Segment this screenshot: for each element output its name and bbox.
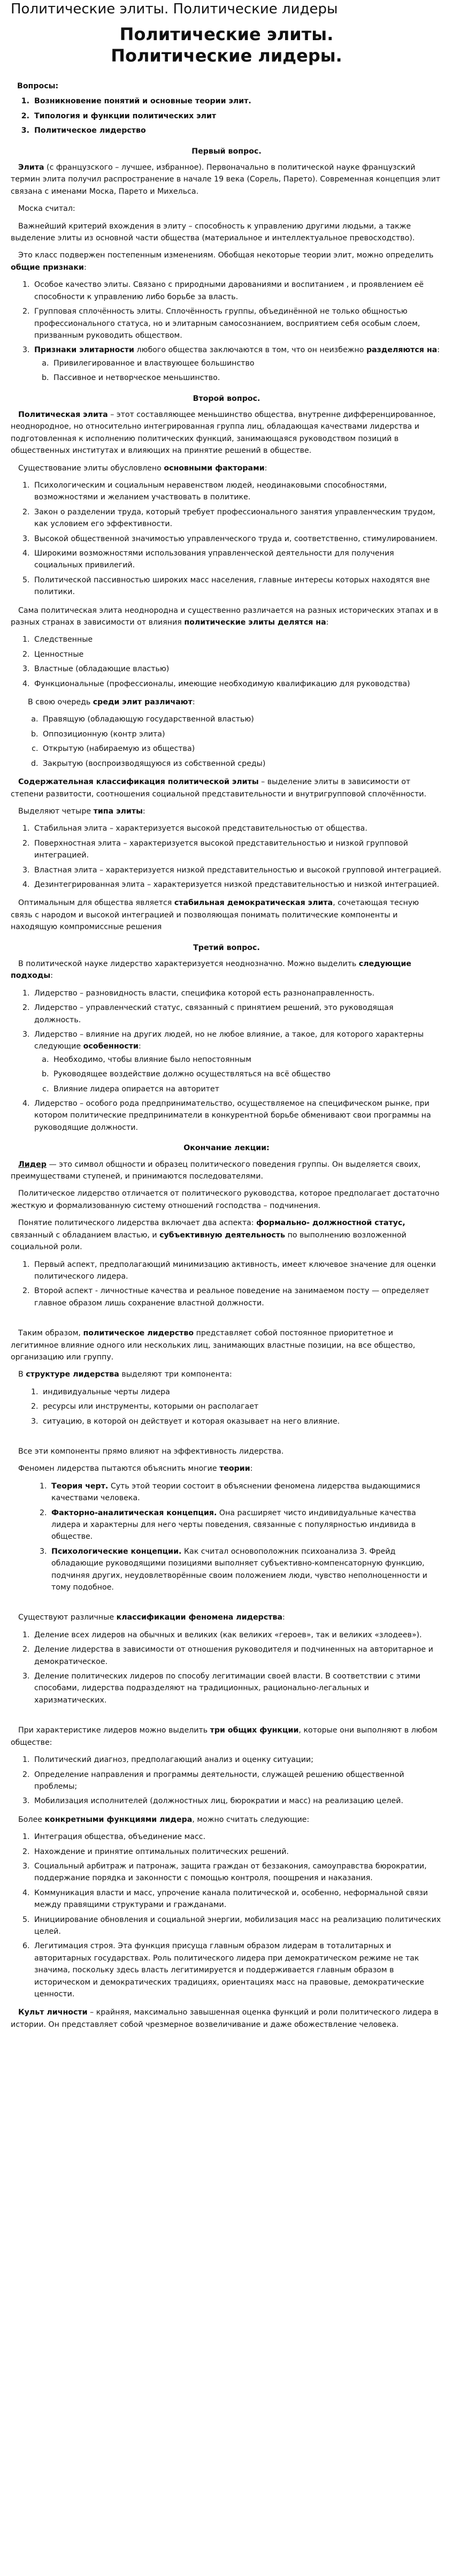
paragraph-text: В свою очередь: [28, 698, 93, 707]
sub-list-item: b. Руководящее воздействие должно осуществляться на всё общество: [51, 1068, 442, 1080]
paragraph-text: , можно считать следующие:: [192, 1815, 310, 1824]
list-item: 4. Дезинтегрированная элита – характеризуется низкой представительностью и низкой интеграцией.: [32, 879, 442, 891]
term: типа элиты: [93, 807, 143, 816]
paragraph: [11, 409, 442, 457]
list-item: 2. Деление лидерства в зависимости от отношения руководителя и подчиненных на авторитарное и демократическое.: [32, 1644, 442, 1668]
term: основными факторами: [164, 463, 265, 473]
spacer: [11, 1316, 442, 1327]
paragraph-text: Оптимальным для общества является: [18, 899, 174, 908]
main-title: Политические элиты. Политические лидеры.: [111, 24, 342, 66]
paragraph-text: – этот составляющее меньшинство общества, внутренне дифференцированное, неоднородное, но относительно интегрированная группа лиц, обладающая качествами лидерства и подготовленная к исполнению политических функций, занимающаяся руководством позиций в общественных институтах и влияющих на принятие решений в обществе.: [11, 410, 436, 455]
paragraph-text: При характеристике лидеров можно выделить: [18, 1726, 210, 1735]
paragraph: [11, 1463, 442, 1475]
paragraph-text: выделяют три компонента:: [119, 1370, 232, 1379]
question-item: 2. Типология и функции политических элит: [32, 110, 442, 122]
paragraph-text: Выделяют четыре: [18, 807, 94, 816]
list-item: 4. Широкими возможностями использования управленческой деятельности для получения социальных привилегий.: [32, 548, 442, 572]
term: разделяются на: [366, 346, 437, 355]
list-item: [49, 1507, 442, 1543]
features-list: [11, 279, 442, 384]
paragraph: [11, 806, 442, 817]
paragraph-text: :: [250, 1464, 253, 1473]
list-item: 1. Лидерство – разновидность власти, специфика которой есть разнонаправленность.: [32, 987, 442, 999]
question-item: 3. Политическое лидерство: [32, 125, 442, 136]
sub-list-item: a. Привилегированное и властвующее большинство: [51, 358, 442, 369]
paragraph-text: , сочетающая тесную связь с народом и высокой интеграцией и позволяющая понимать политические компоненты и находящую компромиссные решения: [11, 899, 419, 932]
document-header-title: Политические элиты. Политические лидеры: [11, 1, 338, 17]
paragraph: [11, 1217, 442, 1253]
general-functions-list: [11, 1754, 442, 1807]
paragraph-text: :: [282, 1613, 285, 1622]
paragraph: [11, 1612, 442, 1623]
paragraph-text: :: [50, 971, 53, 981]
elite-types-list: [11, 634, 442, 690]
sub-list-item: c. Влияние лидера опирается на авторитет: [51, 1083, 442, 1095]
list-item: [32, 1029, 442, 1095]
paragraph-text: — это символ общности и образец политического поведения группы. Он выделяется своих, преимуществами ступеней, и принимаются последователями.: [11, 1160, 421, 1181]
list-item: [32, 344, 442, 384]
list-item: 2. ресурсы или инструменты, которыми он располагает: [41, 1401, 442, 1412]
list-item: d. Закрытую (воспроизводящуюся из собственной среды): [41, 758, 442, 770]
term: политическое лидерство: [83, 1329, 194, 1338]
paragraph: [11, 1814, 442, 1826]
end-of-lecture-heading: Окончание лекции:: [183, 1144, 270, 1153]
elite-distinctions-list: [11, 713, 442, 770]
term: конкретными функциями лидера: [44, 1815, 193, 1824]
questions-heading: Вопросы:: [17, 82, 59, 90]
paragraph: [11, 162, 442, 197]
paragraph: Важнейший критерий вхождения в элиту – способность к управлению другими людьми, а также выделение элиты из основной части общества (материальное и интеллектуальное превосходство).: [11, 222, 415, 243]
paragraph: Политическое лидерство отличается от политического руководства, которое предполагает достаточно жесткую и формализованную систему отношений господства – подчинения.: [11, 1189, 440, 1210]
factors-list: [11, 480, 442, 598]
paragraph: [11, 897, 442, 933]
section-heading-q3: Третий вопрос.: [193, 943, 260, 952]
approaches-list: [11, 987, 442, 1134]
term: Теория черт.: [51, 1481, 109, 1491]
aspects-list: [11, 1259, 442, 1310]
question-item: 1. Возникновение понятий и основные теории элит.: [32, 95, 442, 107]
list-item: 3. Властные (обладающие властью): [32, 663, 442, 675]
list-item: 6. Легитимация строя. Эта функция присуща главным образом лидерам в тоталитарных и авторитарных государствах. Роль политического лидера при демократическом режиме не так значима, поскольку здесь власть легитимируется и поддерживается главным образом в историческом и демократических традициях, ориентациях масс на правовые, демократические ценности.: [32, 1940, 442, 2000]
term: стабильная демократическая элита: [174, 899, 333, 908]
paragraph: [11, 776, 442, 800]
structure-list: [11, 1386, 442, 1427]
paragraph: Все эти компоненты прямо влияют на эффективность лидерства.: [18, 1447, 284, 1456]
paragraph-text: Таким образом,: [18, 1329, 83, 1338]
paragraph-text: представляет собой постоянное приоритетное и легитимное влияние одного или нескольких лиц, занимающих властные позиции, на все общество, организацию или группу.: [11, 1329, 416, 1362]
paragraph-text: Существование элиты обусловлено: [18, 463, 164, 473]
list-item: 1. индивидуальные черты лидера: [41, 1386, 442, 1398]
term: Содержательная классификация политической элиты: [18, 778, 259, 787]
paragraph-text: :: [83, 263, 87, 272]
paragraph-text: :: [192, 698, 195, 707]
spacer: [11, 1713, 442, 1724]
paragraph: [11, 696, 442, 708]
term: Психологические концепции.: [51, 1547, 182, 1556]
sub-list: [34, 1054, 442, 1095]
sub-list: [34, 358, 442, 384]
classifications-list: [11, 1629, 442, 1706]
paragraph-text: :: [437, 346, 440, 355]
paragraph-text: Как считал основоположник психоанализа З. Фрейд обладающие руководящими позициями выполняет субъективно-компенсаторную функцию, подчиняя других, неудовлетворённые своим положением люди, чувство неполноценности и тому подобное.: [51, 1547, 427, 1592]
paragraph: [11, 1369, 442, 1380]
paragraph-text: любого общества заключаются в том, что он неизбежно: [134, 346, 366, 355]
term: Признаки элитарности: [34, 346, 134, 355]
paragraph-text: Лидерство – влияние на других людей, но не любое влияние, а такое, для которого характерны следующие: [34, 1030, 424, 1051]
paragraph-text: :: [326, 618, 329, 627]
list-item: 2. Нахождение и принятие оптимальных политических решений.: [32, 1846, 442, 1858]
term: среди элит различают: [93, 698, 193, 707]
paragraph: [11, 1327, 442, 1363]
paragraph: [11, 249, 442, 273]
list-item: 1. Политический диагноз, предполагающий анализ и оценку ситуации;: [32, 1754, 442, 1766]
paragraph-text: Феномен лидерства пытаются объяснить многие: [18, 1464, 220, 1473]
paragraph-text: по выполнению возложенной социальной роли.: [11, 1230, 406, 1252]
term: структуре лидерства: [26, 1370, 119, 1379]
list-item: 5. Политической пассивностью широких масс населения, главные интересы которых находятся вне политики.: [32, 574, 442, 598]
specific-functions-list: [11, 1831, 442, 2000]
list-item: 5. Инициирование обновления и социальной энергии, мобилизация масс на реализацию политических целей.: [32, 1914, 442, 1938]
theories-list: [11, 1480, 442, 1594]
term: Культ личности: [18, 2008, 88, 2017]
paragraph-text: Существуют различные: [18, 1613, 117, 1622]
paragraph-text: , которые они выполняют в любом обществе:: [11, 1726, 437, 1747]
paragraph-text: – выделение элиты в зависимости от степени развитости, соотношения социальной представительности и внутригрупповой сплочённости.: [11, 778, 427, 799]
list-item: 3. Социальный арбитраж и патронаж, защита граждан от беззакония, самоуправства бюрократии, поддержание порядка и законности с помощью контроля, поощрения и наказания.: [32, 1860, 442, 1884]
list-item: 1. Деление всех лидеров на обычных и великих (как великих «героев», так и великих «злодеев»).: [32, 1629, 442, 1641]
section-heading-q2: Второй вопрос.: [193, 394, 260, 403]
term: Политическая элита: [18, 410, 108, 419]
term: формально- должностной статус,: [256, 1219, 405, 1228]
questions-list: [11, 95, 442, 136]
paragraph: Моска считал:: [18, 204, 75, 214]
list-item: 3. Деление политических лидеров по способу легитимации своей власти. В соответствии с этими способами, лидерства подразделяют на традиционных, рационально-легальных и харизматических.: [32, 1670, 442, 1706]
paragraph-text: В политической науке лидерство характеризуется неоднозначно. Можно выделить: [18, 959, 359, 968]
paragraph-text: :: [138, 1042, 141, 1051]
sub-list-item: b. Пассивное и нетворческое меньшинство.: [51, 372, 442, 384]
paragraph: [11, 958, 442, 982]
paragraph-text: Сама политическая элита неоднородна и существенно различается на разных исторических этапах и в разных странах в зависимости от влияния: [11, 606, 439, 627]
paragraph-text: Это класс подвержен постепенным изменениям. Обобщая некоторые теории элит, можно определить: [18, 251, 434, 260]
list-item: 2. Поверхностная элита – характеризуется высокой представительностью и низкой групповой интеграцией.: [32, 838, 442, 862]
paragraph-text: Более: [18, 1815, 45, 1824]
list-item: 2. Закон о разделении труда, который требует профессионального занятия управленческим трудом, как условием его эффективности.: [32, 506, 442, 530]
term: субъективную деятельность: [159, 1230, 286, 1240]
list-item: 1. Стабильная элита – характеризуется высокой представительностью от общества.: [32, 823, 442, 834]
term: следующие подходы: [11, 959, 412, 981]
paragraph-text: В: [18, 1370, 26, 1379]
list-item: 1. Психологическим и социальным неравенством людей, неодинаковыми способностями, возможностями и желанием участвовать в политике.: [32, 480, 442, 504]
paragraph-text: Суть этой теории состоит в объяснении феномена лидерства выдающимися качествами человека.: [51, 1481, 420, 1503]
term: Элита: [18, 163, 44, 172]
paragraph-text: – крайняя, максимально завышенная оценка функций и роли политического лидера в истории. Он представляет собой чрезмерное возвеличивание и даже обожествление человека.: [11, 2008, 439, 2029]
list-item: 3. ситуацию, в которой он действует и которая оказывает на него влияние.: [41, 1416, 442, 1427]
list-item: 2. Лидерство – управленческий статус, связанный с принятием решений, это руководящая должность.: [32, 1002, 442, 1026]
term: классификации феномена лидерства: [116, 1613, 283, 1622]
paragraph: [11, 605, 442, 629]
paragraph: [11, 462, 442, 474]
term: особенности: [83, 1042, 139, 1051]
list-item: 2. Ценностные: [32, 649, 442, 660]
sub-list-item: a. Необходимо, чтобы влияние было непостоянным: [51, 1054, 442, 1066]
paragraph: [11, 1159, 442, 1183]
list-item: 3. Мобилизация исполнителей (должностных лиц, бюрократии и масс) на реализацию целей.: [32, 1795, 442, 1807]
paragraph-text: Она расширяет чисто индивидуальные качества лидера и характерны для него черты поведения, связанные с популярностью индивида в обществе.: [51, 1508, 416, 1541]
list-item: 1. Следственные: [32, 634, 442, 645]
list-item: 2. Групповая сплочённость элиты. Сплочённость группы, объединённой не только общностью профессионального статуса, но и элитарным самосознанием, восприятием себя особым слоем, призванным руководить обществом.: [32, 306, 442, 341]
list-item: 4. Функциональные (профессионалы, имеющие необходимую квалификацию для руководства): [32, 678, 442, 690]
list-item: 3. Высокой общественной значимостью управленческого труда и, соответственно, стимулированием.: [32, 533, 442, 545]
list-item: b. Оппозиционную (контр элита): [41, 728, 442, 740]
term: политические элиты делятся на: [184, 618, 326, 627]
list-item: [49, 1546, 442, 1594]
list-item: 2. Второй аспект - личностные качества и реальное поведение на занимаемом посту — определяет главное образом лишь сохранение властной должности.: [32, 1285, 442, 1309]
four-elite-types-list: [11, 823, 442, 891]
term: Лидер: [18, 1160, 47, 1169]
list-item: 1. Особое качество элиты. Связано с природными дарованиями и воспитанием , и проявлением её способности к управлению либо борьбе за власть.: [32, 279, 442, 303]
paragraph: [11, 1724, 442, 1749]
paragraph-text: связанный с обладанием властью, и: [11, 1230, 160, 1240]
list-item: 4. Коммуникация власти и масс, упрочение канала политической и, особенно, неформальной связи между правящими структурами и гражданами.: [32, 1887, 442, 1911]
term: Факторно-аналитическая концепция.: [51, 1508, 217, 1517]
list-item: 2. Определение направления и программы деятельности, служащей решению общественной проблемы;: [32, 1769, 442, 1793]
paragraph-text: :: [264, 463, 267, 473]
list-item: 4. Лидерство – особого рода предпринимательство, осуществляемое на специфическом рынке, при котором политические предприниматели в конкурентной борьбе обменивают свои программы на руководящие должности.: [32, 1098, 442, 1134]
paragraph-text: Понятие политического лидерства включает два аспекта:: [18, 1219, 257, 1228]
list-item: a. Правящую (обладающую государственной властью): [41, 713, 442, 725]
paragraph: [11, 2007, 442, 2031]
term: три общих функции: [210, 1726, 299, 1735]
list-item: 3. Властная элита – характеризуется низкой представительностью и высокой групповой интеграцией.: [32, 864, 442, 876]
spacer: [11, 1600, 442, 1612]
list-item: 1. Первый аспект, предполагающий минимизацию активность, имеет ключевое значение для оценки политического лидера.: [32, 1259, 442, 1283]
term: теории: [219, 1464, 250, 1473]
paragraph-text: :: [142, 807, 145, 816]
list-item: [49, 1480, 442, 1504]
list-item: 1. Интеграция общества, объединение масс.: [32, 1831, 442, 1843]
term: общие признаки: [11, 263, 84, 272]
paragraph-text: (с французского – лучшее, избранное). Первоначально в политической науке французский термин элита получил распространение в начале 19 века (Сорель, Парето). Современная концепция элит связана с именами Моска, Парето и Михельса.: [11, 163, 441, 196]
list-item: c. Открытую (набираемую из общества): [41, 743, 442, 755]
spacer: [11, 1434, 442, 1446]
section-heading-q1: Первый вопрос.: [191, 147, 262, 156]
